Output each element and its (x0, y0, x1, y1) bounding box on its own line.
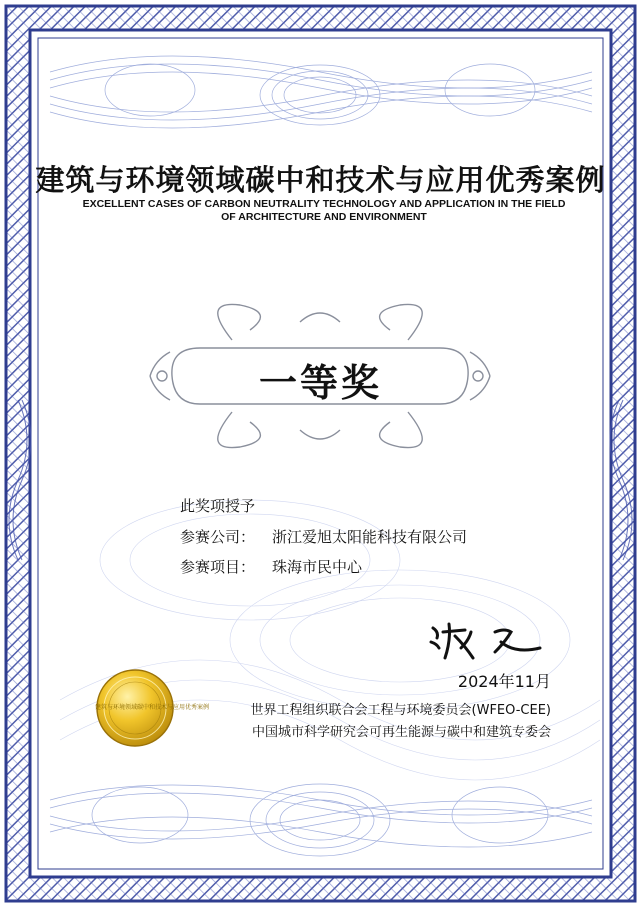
gold-seal (95, 668, 210, 748)
issuer-line-2: 中国城市科学研究会可再生能源与碳中和建筑专委会 (251, 725, 551, 740)
seal-text: 建筑与环境领域碳中和技术与应用优秀案例 (95, 704, 210, 711)
certificate-subtitle-en: EXCELLENT CASES OF CARBON NEUTRALITY TECHNOLOGY AND APPLICATION IN THE FIELD OF ARCHITECTURE AND ENVIRONMENT (82, 198, 566, 223)
award-intro: 此奖项授予 (180, 497, 256, 515)
issuer-line-1: 世界工程组织联合会工程与环境委员会(WFEO-CEE) (250, 703, 551, 718)
project-row (180, 556, 362, 577)
company-value: 浙江爱旭太阳能科技有限公司 (272, 528, 468, 546)
award-name: 一等奖 (258, 361, 382, 405)
company-row (180, 526, 467, 547)
signature-icon (425, 618, 545, 663)
certificate-title: 建筑与环境领域碳中和技术与应用优秀案例 (35, 163, 606, 197)
project-label: 参赛项目： (180, 558, 256, 576)
issue-date: 2024年11月 (457, 672, 551, 691)
project-value: 珠海市民中心 (272, 558, 363, 576)
company-label: 参赛公司： (180, 528, 256, 546)
